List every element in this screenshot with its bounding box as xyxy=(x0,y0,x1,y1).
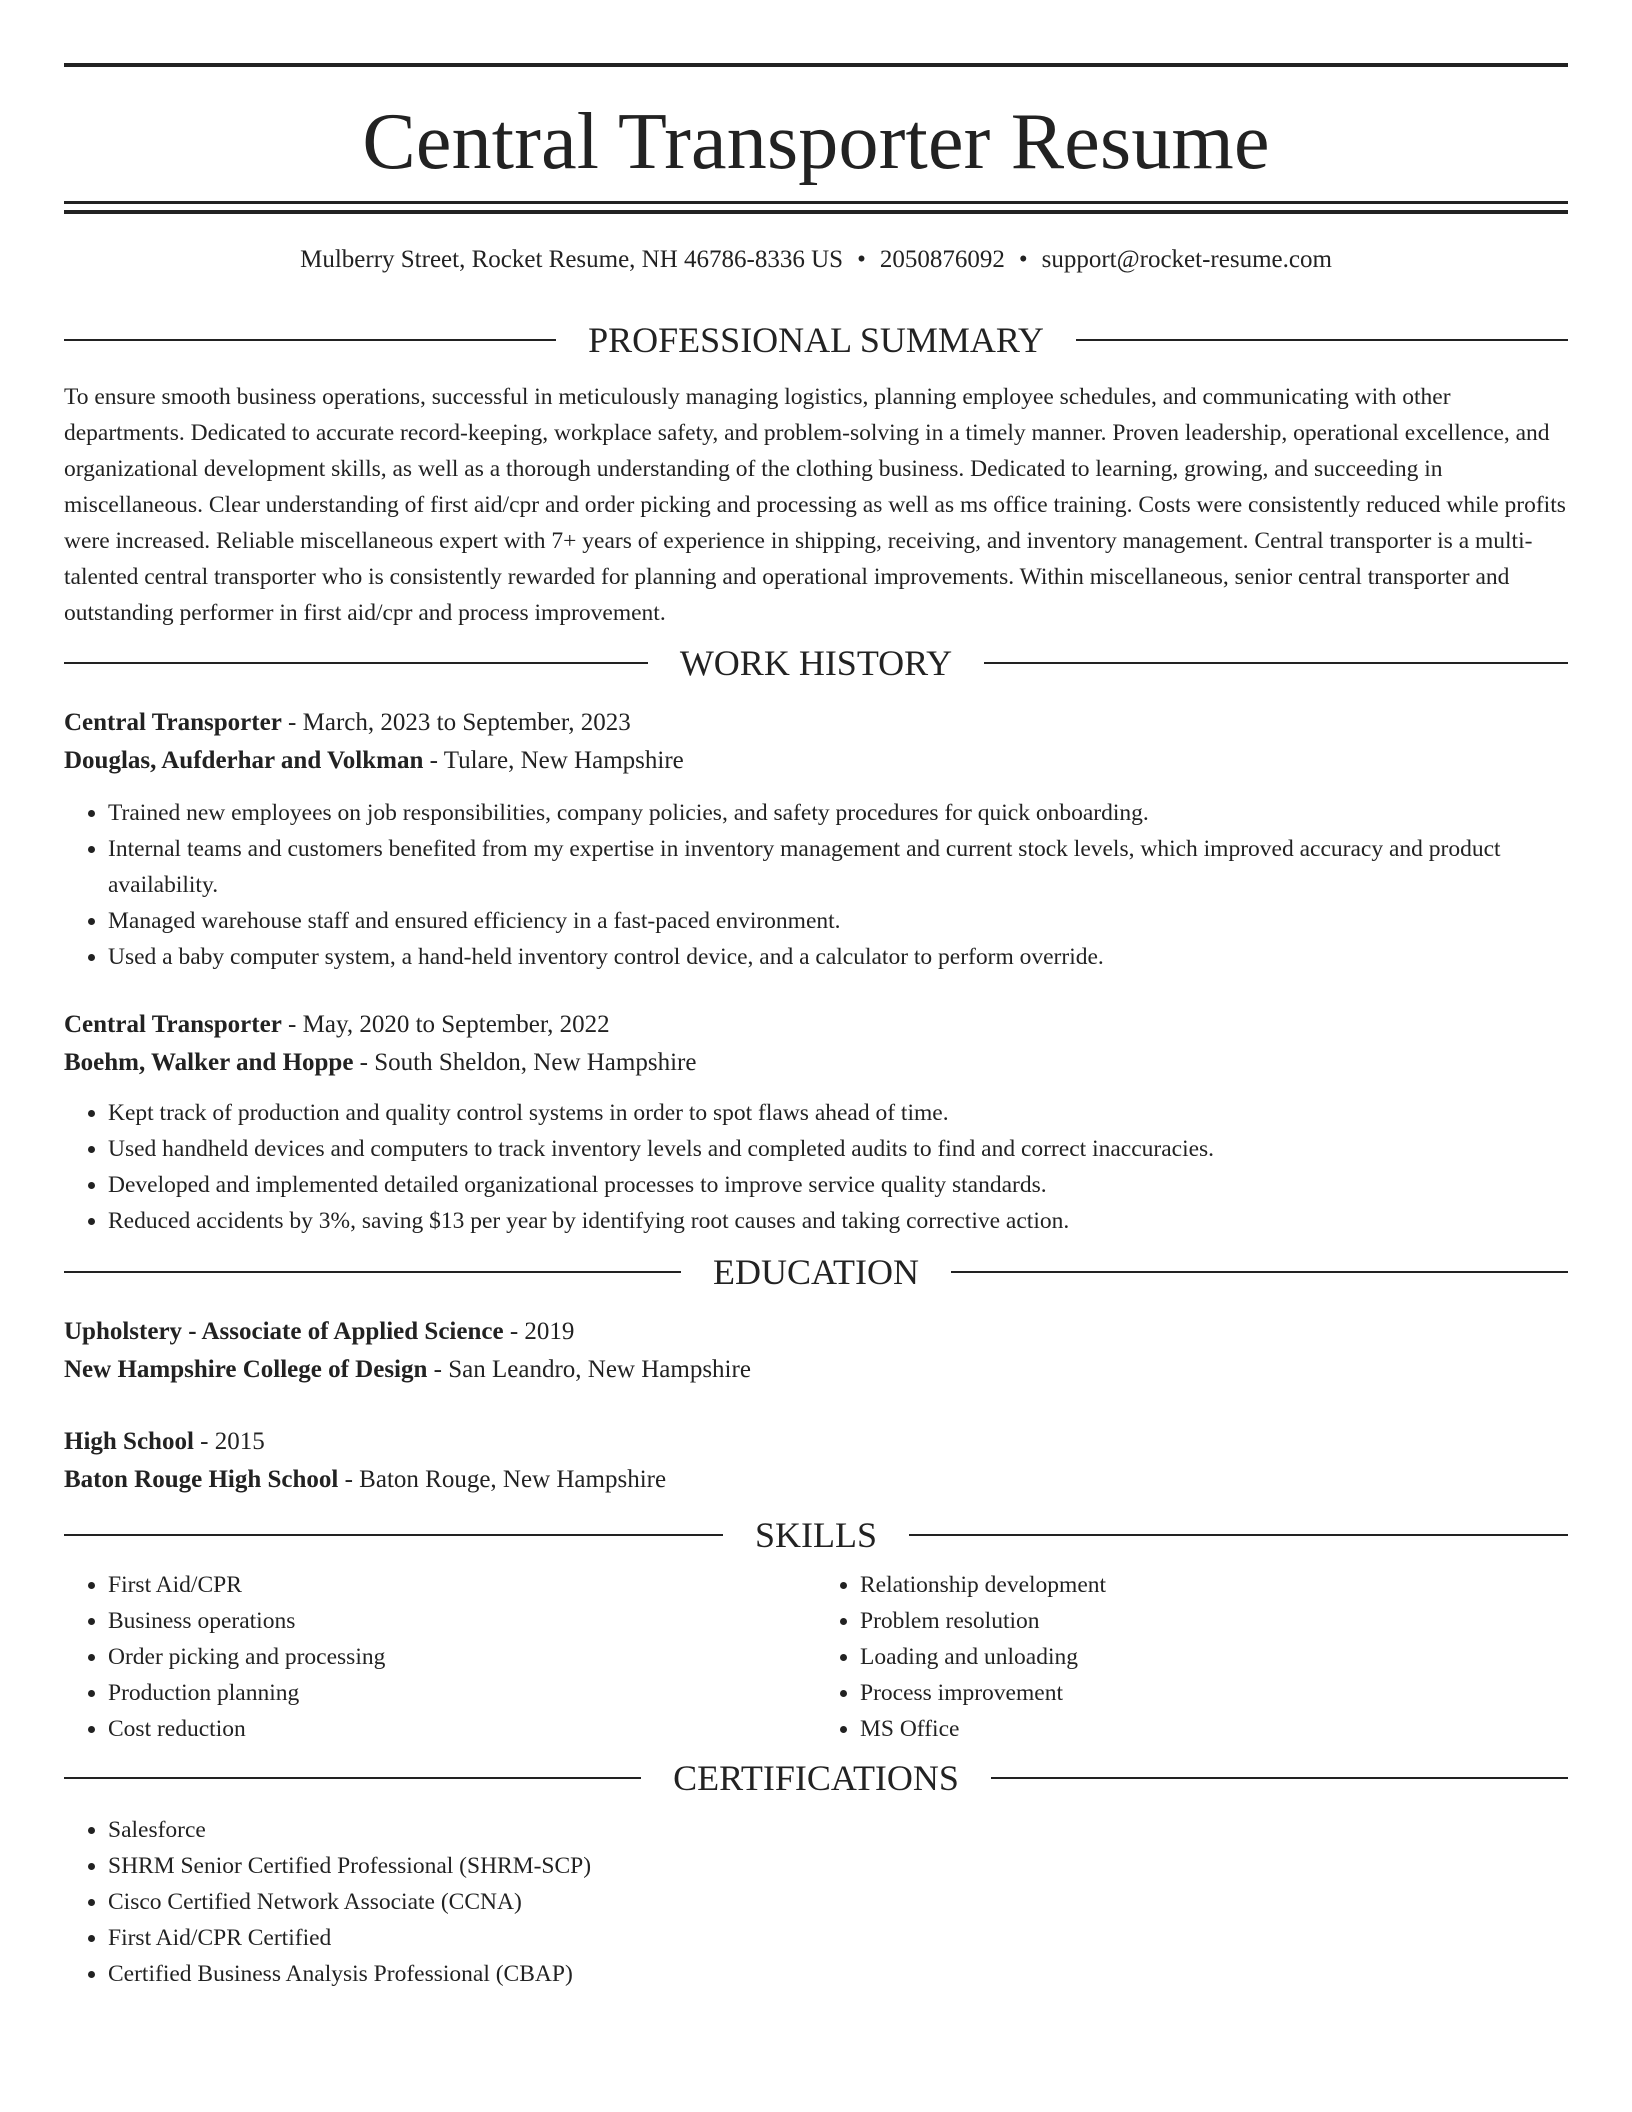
job-title-line xyxy=(64,1006,1568,1044)
skill-item: • Relationship development xyxy=(860,1567,1568,1603)
contact-email: support@rocket-resume.com xyxy=(1041,246,1332,273)
certification-item: • First Aid/CPR Certified xyxy=(108,1920,1568,1956)
job-dates: - May, 2020 to September, 2022 xyxy=(281,1011,610,1038)
section-header-certifications xyxy=(64,1758,1568,1798)
certification-item: • Certified Business Analysis Professional (CBAP) xyxy=(108,1956,1568,1992)
skill-item: • Production planning xyxy=(108,1675,816,1711)
skill-item: • First Aid/CPR xyxy=(108,1567,816,1603)
section-rule xyxy=(64,662,648,664)
contact-phone: 2050876092 xyxy=(879,246,1005,273)
degree-name: High School xyxy=(64,1428,194,1455)
job-bullet: • Kept track of production and quality control systems in order to spot flaws ahead of time. xyxy=(108,1095,1568,1131)
skill-item: • Order picking and processing xyxy=(108,1639,816,1675)
section-rule xyxy=(951,1271,1568,1273)
school-location: - San Leandro, New Hampshire xyxy=(427,1356,751,1383)
job-dates: - March, 2023 to September, 2023 xyxy=(281,709,631,736)
section-header-summary xyxy=(64,320,1568,360)
job-title: Central Transporter xyxy=(64,709,282,736)
certifications-list xyxy=(64,1812,1568,1992)
job-bullet: • Developed and implemented detailed organizational processes to improve service quality standards. xyxy=(108,1167,1568,1203)
job-company: Douglas, Aufderhar and Volkman xyxy=(64,747,424,774)
skills-grid xyxy=(64,1567,1568,1747)
certification-item: • Cisco Certified Network Associate (CCNA) xyxy=(108,1884,1568,1920)
section-rule xyxy=(991,1777,1568,1779)
degree-line xyxy=(64,1423,1568,1461)
job-title-line xyxy=(64,704,1568,742)
skill-item: • Process improvement xyxy=(860,1675,1568,1711)
job-bullets xyxy=(64,795,1568,975)
job-entry xyxy=(64,704,1568,975)
job-bullet: • Trained new employees on job responsibilities, company policies, and safety procedures for quick onboarding. xyxy=(108,795,1568,831)
section-title-summary: PROFESSIONAL SUMMARY xyxy=(588,320,1044,360)
contact-address: Mulberry Street, Rocket Resume, NH 46786-8336 US xyxy=(300,246,844,273)
job-bullet: • Managed warehouse staff and ensured efficiency in a fast-paced environment. xyxy=(108,903,1568,939)
resume-title: Central Transporter Resume xyxy=(362,98,1270,186)
job-company: Boehm, Walker and Hoppe xyxy=(64,1049,354,1076)
job-bullet: • Internal teams and customers benefited from my expertise in inventory management and current stock levels, which improved accuracy and product availability. xyxy=(108,831,1568,903)
school-name: New Hampshire College of Design xyxy=(64,1356,428,1383)
summary-paragraph: To ensure smooth business operations, successful in meticulously managing logistics, planning employee schedules, and communicating with other departments. Dedicated to accurate record-keeping, workplace safety, and problem-solving in a timely manner. Proven leadership, operational excellence, and organizational development skills, as well as a thorough understanding of the clothing business. Dedicated to learning, growing, and succeeding in miscellaneous. Clear understanding of first aid/cpr and order picking and processing as well as ms office training. Costs were consistently reduced while profits were increased. Reliable miscellaneous expert with 7+ years of experience in shipping, receiving, and inventory management. Central transporter is a multi-talented central transporter who is consistently rewarded for planning and operational improvements. Within miscellaneous, senior central transporter and outstanding performer in first aid/cpr and process improvement. xyxy=(64,384,1566,626)
degree-line xyxy=(64,1313,1568,1351)
job-location: - South Sheldon, New Hampshire xyxy=(353,1049,697,1076)
degree-name: Upholstery - Associate of Applied Science xyxy=(64,1318,504,1345)
certification-item: • SHRM Senior Certified Professional (SHRM-SCP) xyxy=(108,1848,1568,1884)
section-header-skills xyxy=(64,1515,1568,1555)
section-rule xyxy=(64,1777,641,1779)
degree-year: - 2015 xyxy=(193,1428,265,1455)
skill-item: • Problem resolution xyxy=(860,1603,1568,1639)
job-company-line xyxy=(64,1044,1568,1082)
section-rule xyxy=(909,1534,1568,1536)
school-name: Baton Rouge High School xyxy=(64,1466,339,1493)
skill-item: • Loading and unloading xyxy=(860,1639,1568,1675)
section-rule xyxy=(64,339,556,341)
job-bullets xyxy=(64,1095,1568,1239)
job-company-line xyxy=(64,742,1568,780)
skills-column-left xyxy=(64,1567,816,1747)
job-entry xyxy=(64,1006,1568,1239)
section-title-certifications: CERTIFICATIONS xyxy=(673,1758,959,1798)
contact-separator: • xyxy=(1018,246,1028,273)
section-title-skills: SKILLS xyxy=(755,1515,878,1555)
skill-item: • MS Office xyxy=(860,1711,1568,1747)
school-line xyxy=(64,1351,1568,1389)
job-bullet: • Used handheld devices and computers to track inventory levels and completed audits to find and correct inaccuracies. xyxy=(108,1131,1568,1167)
skill-item: • Cost reduction xyxy=(108,1711,816,1747)
title-double-rule xyxy=(64,201,1568,214)
section-header-work xyxy=(64,643,1568,683)
skills-column-right xyxy=(816,1567,1568,1747)
job-location: - Tulare, New Hampshire xyxy=(423,747,684,774)
section-rule xyxy=(1076,339,1568,341)
job-bullet: • Reduced accidents by 3%, saving $13 per year by identifying root causes and taking corrective action. xyxy=(108,1203,1568,1239)
job-title: Central Transporter xyxy=(64,1011,282,1038)
education-entry xyxy=(64,1423,1568,1499)
job-bullet: • Used a baby computer system, a hand-held inventory control device, and a calculator to perform override. xyxy=(108,939,1568,975)
education-entry xyxy=(64,1313,1568,1389)
degree-year: - 2019 xyxy=(503,1318,575,1345)
skill-item: • Business operations xyxy=(108,1603,816,1639)
contact-line xyxy=(64,245,1568,275)
school-line xyxy=(64,1461,1568,1499)
school-location: - Baton Rouge, New Hampshire xyxy=(338,1466,667,1493)
certification-item: • Salesforce xyxy=(108,1812,1568,1848)
section-header-education xyxy=(64,1252,1568,1292)
title-block xyxy=(64,0,1568,214)
resume-page xyxy=(64,0,1568,1992)
section-rule xyxy=(984,662,1568,664)
section-rule xyxy=(64,1534,723,1536)
contact-separator: • xyxy=(857,246,866,273)
section-title-education: EDUCATION xyxy=(713,1252,919,1292)
section-rule xyxy=(64,1271,681,1273)
section-title-work: WORK HISTORY xyxy=(679,643,953,683)
